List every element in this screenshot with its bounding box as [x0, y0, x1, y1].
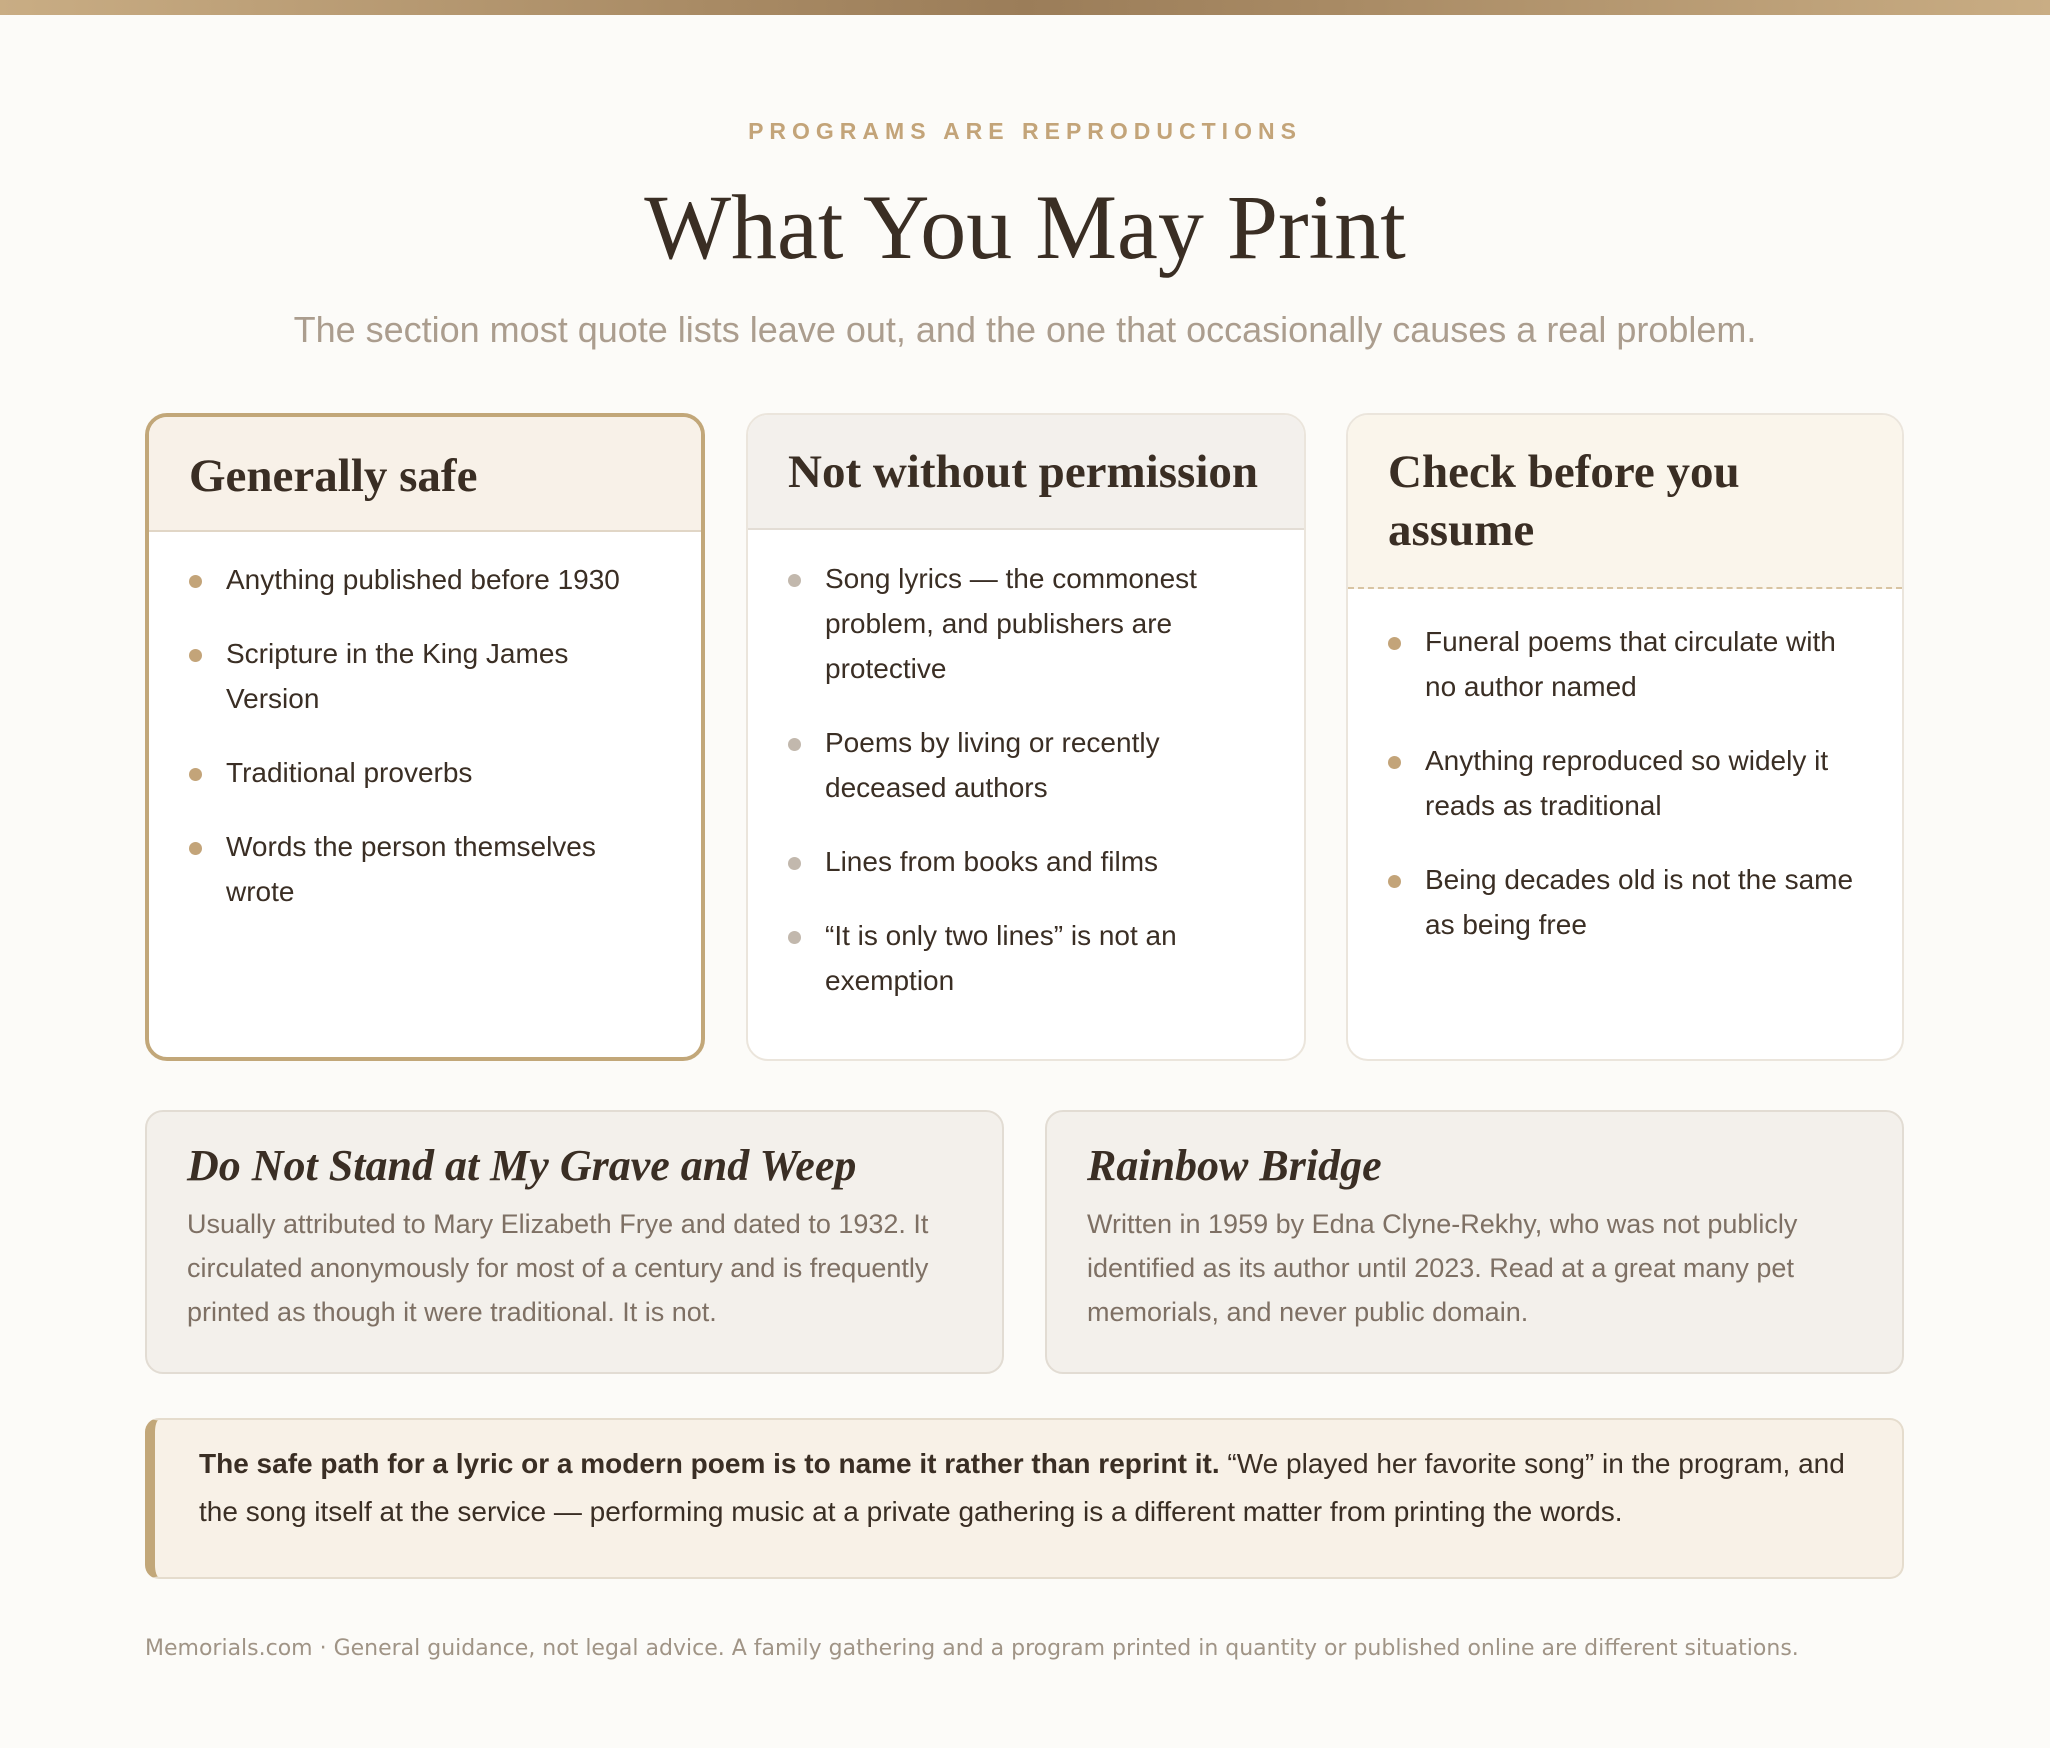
bullet-dot-icon — [189, 768, 202, 781]
list-item — [189, 824, 661, 914]
callout-safe-path — [145, 1418, 1904, 1579]
callout-bold-text: The safe path for a lyric or a modern poem is to name it rather than reprint it. — [199, 1448, 1220, 1479]
list-item-text: Funeral poems that circulate with no author named — [1425, 626, 1836, 702]
card-list — [1348, 589, 1902, 947]
card-check-before-you-assume — [1346, 413, 1904, 1061]
list-item — [189, 750, 661, 795]
bullet-dot-icon — [1388, 756, 1401, 769]
list-item-text: Poems by living or recently deceased authors — [825, 727, 1160, 803]
list-item-text: “It is only two lines” is not an exemption — [825, 920, 1177, 996]
bullet-dot-icon — [1388, 875, 1401, 888]
callout-text: “We played her favorite song” in the program, and the song itself at the service — performing music at a private gathering is a different matter from printing the words. — [199, 1448, 1845, 1527]
list-item — [189, 631, 661, 721]
card-list — [149, 532, 701, 914]
bullet-dot-icon — [788, 857, 801, 870]
list-item — [788, 556, 1264, 691]
note-body: Written in 1959 by Edna Clyne-Rekhy, who was not publicly identified as its author until 2023. Read at a great many pet memorials, and never public domain. — [1087, 1209, 1798, 1327]
card-title: Check before you assume — [1348, 415, 1902, 589]
list-item-text: Anything reproduced so widely it reads as traditional — [1425, 745, 1829, 821]
bullet-dot-icon — [1388, 637, 1401, 650]
card-generally-safe — [145, 413, 705, 1061]
list-item — [788, 839, 1264, 884]
list-item-text: Anything published before 1930 — [226, 564, 620, 595]
note-rainbow-bridge — [1045, 1110, 1904, 1374]
list-item — [1388, 619, 1862, 709]
card-title: Generally safe — [149, 417, 701, 532]
bullet-dot-icon — [788, 574, 801, 587]
note-title: Rainbow Bridge — [1087, 1141, 1382, 1190]
note-do-not-stand — [145, 1110, 1004, 1374]
card-not-without-permission — [746, 413, 1306, 1061]
note-body: Usually attributed to Mary Elizabeth Frye and dated to 1932. It circulated anonymously for most of a century and is frequently printed as though it were traditional. It is not. — [187, 1209, 929, 1327]
list-item-text: Traditional proverbs — [226, 757, 473, 788]
card-list — [748, 530, 1304, 1003]
list-item — [1388, 738, 1862, 828]
list-item — [1388, 857, 1862, 947]
list-item-text: Scripture in the King James Version — [226, 638, 569, 714]
card-title: Not without permission — [748, 415, 1304, 530]
eyebrow-label: PROGRAMS ARE REPRODUCTIONS — [748, 118, 1302, 144]
list-item-text: Lines from books and films — [825, 846, 1159, 877]
bullet-dot-icon — [788, 931, 801, 944]
list-item — [788, 720, 1264, 810]
footer-disclaimer: Memorials.com · General guidance, not legal advice. A family gathering and a program printed in quantity or published online are different situations. — [145, 1636, 1799, 1661]
list-item-text: Song lyrics — the commonest problem, and publishers are protective — [825, 563, 1197, 684]
list-item — [189, 557, 661, 602]
bullet-dot-icon — [189, 842, 202, 855]
top-accent-bar — [0, 0, 2050, 15]
page-subtitle: The section most quote lists leave out, and the one that occasionally causes a real problem. — [293, 309, 1757, 350]
list-item — [788, 913, 1264, 1003]
bullet-dot-icon — [189, 575, 202, 588]
bullet-dot-icon — [788, 738, 801, 751]
note-title: Do Not Stand at My Grave and Weep — [187, 1141, 857, 1190]
list-item-text: Being decades old is not the same as being free — [1425, 864, 1854, 940]
page-title: What You May Print — [644, 176, 1406, 278]
list-item-text: Words the person themselves wrote — [226, 831, 596, 907]
bullet-dot-icon — [189, 649, 202, 662]
